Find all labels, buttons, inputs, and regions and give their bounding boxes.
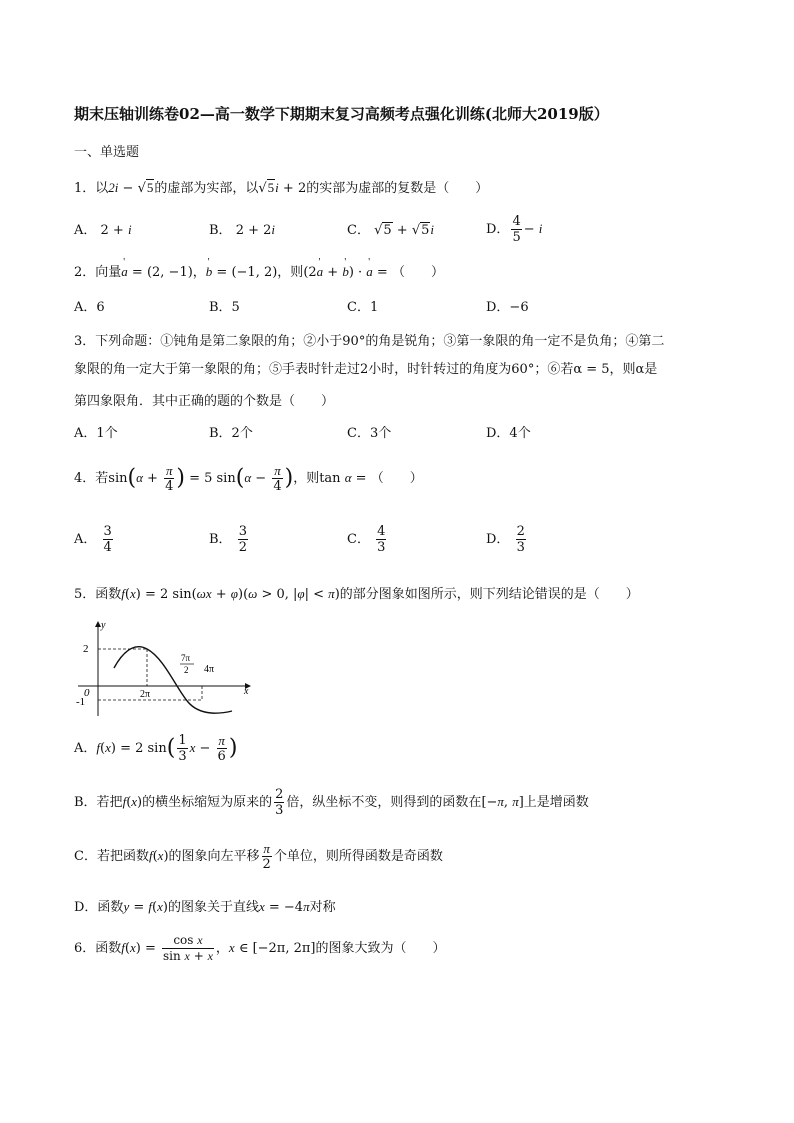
x-tick-2pi: 2π bbox=[140, 689, 151, 700]
question-1-option-d: D． $\frac{4}{5}$ − i bbox=[486, 214, 543, 245]
question-5-graph bbox=[70, 616, 260, 720]
x-tick-7pi-denominator: 2 bbox=[184, 665, 189, 675]
question-4-option-d: D． $\frac{2}{3}$ bbox=[486, 524, 525, 555]
question-3-option-a: A．1个 bbox=[74, 426, 118, 441]
question-2-option-d: D．−6 bbox=[486, 300, 529, 315]
question-5-option-c: C．若把函数f(x)的图象向左平移 $\frac{\pi}{2}$ 个单位，则所得函数是奇函数 bbox=[74, 841, 443, 872]
question-1-option-b: B． 2 + 2i bbox=[209, 222, 276, 238]
section-heading: 一、单选题 bbox=[74, 145, 140, 160]
question-3-option-b: B．2个 bbox=[209, 426, 253, 441]
question-3-option-d: D．4个 bbox=[486, 426, 531, 441]
question-2-option-b: B．5 bbox=[209, 300, 240, 315]
page-title: 期末压轴训练卷02—高一数学下期期末复习高频考点强化训练(北师大2019版） bbox=[74, 105, 609, 123]
question-3-line-1: 3．下列命题：①钝角是第二象限的角；②小于90°的角是锐角；③第一象限的角一定不是负角；④第二 bbox=[74, 334, 665, 349]
question-5-option-a: A．f(x) = 2 sin( $\frac{1}{3}$ x − $\frac{\pi}{6}$ ) bbox=[74, 733, 238, 764]
question-1-option-a: A． 2 + i bbox=[74, 222, 132, 238]
question-4-option-a: A． $\frac{3}{4}$ bbox=[74, 524, 112, 555]
question-1-option-c: C． √5 + √5i bbox=[347, 222, 435, 238]
question-2-option-a: A．6 bbox=[74, 300, 105, 315]
question-3-option-c: C．3个 bbox=[347, 426, 392, 441]
question-4-stem: 4．若sin(α + $\frac{\pi}{4}$ ) = 5 sin(α − $\frac{\pi}{4}$ )，则tan α = （ ） bbox=[74, 463, 423, 494]
origin-label: 0 bbox=[84, 687, 90, 699]
y-tick-2: 2 bbox=[83, 643, 89, 655]
x-tick-7pi-numerator: 7π bbox=[181, 653, 191, 663]
question-4-option-c: C． $\frac{4}{3}$ bbox=[347, 524, 386, 555]
question-5-stem: 5．函数f(x) = 2 sin(ωx + φ)(ω > 0, |φ| < π)的部分图象如图所示，则下列结论错误的是（ ） bbox=[74, 586, 639, 602]
question-5-option-d: D．函数y = f(x)的图象关于直线x = −4π对称 bbox=[74, 899, 336, 915]
y-tick-minus-1: -1 bbox=[76, 696, 86, 708]
x-tick-4pi: 4π bbox=[204, 664, 215, 675]
question-3-line-3: 第四象限角．其中正确的题的个数是（ ） bbox=[74, 394, 335, 409]
question-5-option-b: B．若把f(x)的横坐标缩短为原来的 $\frac{2}{3}$ 倍，纵坐标不变，则得到的函数在[−π, π]上是增函数 bbox=[74, 787, 589, 818]
question-2-option-c: C．1 bbox=[347, 300, 379, 315]
question-1-stem: 1．以2i − √5的虚部为实部，以√5i + 2的实部为虚部的复数是（ ） bbox=[74, 180, 489, 196]
question-4-option-b: B． $\frac{3}{2}$ bbox=[209, 524, 247, 555]
question-3-line-2: 象限的角一定大于第一象限的角；⑤手表时针走过2小时，时针转过的角度为60°；⑥若α = 5，则α是 bbox=[74, 362, 658, 377]
question-2-stem: 2．向量' a = (2, −1)，' b = (−1, 2)，则(2' a + ' b) · ' a = （ ） bbox=[74, 264, 444, 281]
sine-curve bbox=[114, 647, 232, 713]
y-axis-label: y bbox=[101, 620, 106, 631]
question-6-stem: 6．函数f(x) = $\frac{\text{cos x}}{\text{sin x + x}}$ ，x ∈ [−2π, 2π]的图象大致为（ ） bbox=[74, 933, 446, 963]
x-axis-label: x bbox=[244, 686, 249, 697]
